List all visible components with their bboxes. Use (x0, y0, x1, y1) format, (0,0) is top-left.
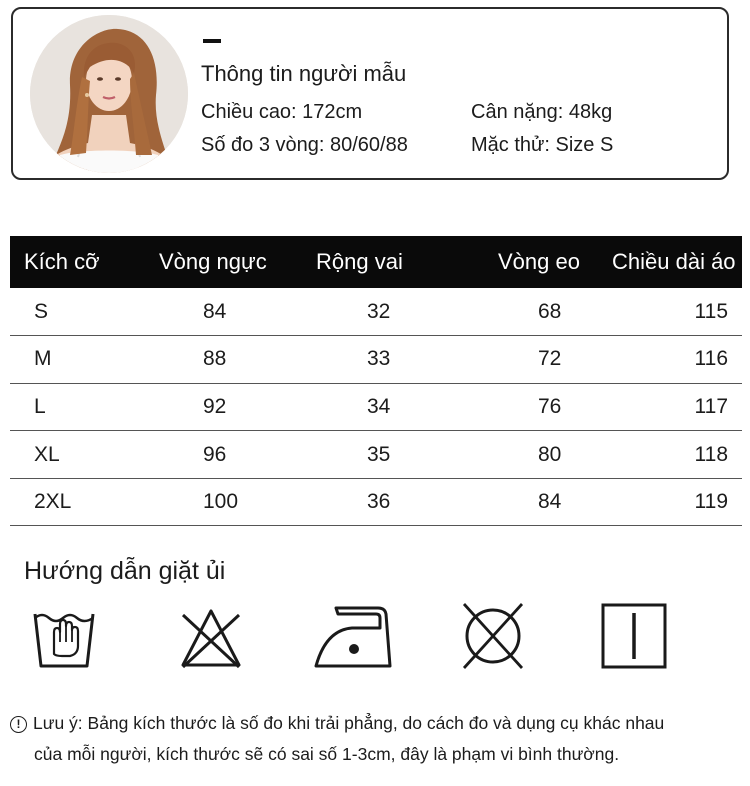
size-note (10, 708, 742, 770)
note-line-1 (10, 708, 742, 739)
cell-length: 117 (607, 383, 742, 431)
table-row (10, 383, 742, 431)
model-avatar (30, 15, 188, 173)
cell-chest: 88 (128, 336, 274, 384)
table-row (10, 336, 742, 384)
model-photo (30, 15, 188, 173)
cell-shoulder: 34 (274, 383, 442, 431)
cell-shoulder: 32 (274, 288, 442, 336)
model-info-title: Thông tin người mẫu (201, 61, 407, 86)
header-chest: Vòng ngực (128, 236, 274, 288)
cell-waist: 76 (442, 383, 607, 431)
cell-shoulder: 36 (274, 478, 442, 526)
size-table (10, 236, 742, 526)
hand-wash-icon (32, 602, 96, 668)
cell-shoulder: 33 (274, 336, 442, 384)
cell-length: 119 (607, 478, 742, 526)
model-info-card (11, 7, 729, 180)
cell-size: L (10, 383, 128, 431)
cell-length: 116 (607, 336, 742, 384)
model-weight: Cân nặng: 48kg (471, 101, 613, 123)
no-bleach-icon (179, 607, 243, 669)
line-dry-icon (601, 603, 667, 669)
header-shoulder: Rộng vai (274, 236, 442, 288)
washing-title: Hướng dẫn giặt ủi (24, 557, 226, 585)
note-text-1: Lưu ý: Bảng kích thước là số đo khi trải phẳng, do cách đo và dụng cụ khác nhau (33, 713, 665, 733)
model-height: Chiều cao: 172cm (201, 101, 363, 123)
cell-chest: 84 (128, 288, 274, 336)
model-measurements: Số đo 3 vòng: 80/60/88 (201, 134, 408, 156)
table-header-row (10, 236, 742, 288)
table-row (10, 478, 742, 526)
cell-size: M (10, 336, 128, 384)
header-waist: Vòng eo (442, 236, 607, 288)
cell-waist: 72 (442, 336, 607, 384)
table-row (10, 431, 742, 479)
cell-chest: 96 (128, 431, 274, 479)
cell-waist: 84 (442, 478, 607, 526)
note-text-2: của mỗi người, kích thước sẽ có sai số 1-3cm, đây là phạm vi bình thường. (34, 744, 620, 764)
info-icon: ! (10, 716, 27, 733)
cell-size: 2XL (10, 478, 128, 526)
cell-size: S (10, 288, 128, 336)
title-dash (203, 39, 221, 43)
header-length: Chiều dài áo (607, 236, 742, 288)
cell-waist: 68 (442, 288, 607, 336)
iron-low-heat-icon (312, 604, 394, 670)
cell-chest: 100 (128, 478, 274, 526)
no-dry-clean-icon (460, 598, 526, 672)
cell-length: 118 (607, 431, 742, 479)
cell-length: 115 (607, 288, 742, 336)
cell-waist: 80 (442, 431, 607, 479)
cell-chest: 92 (128, 383, 274, 431)
table-row (10, 288, 742, 336)
cell-size: XL (10, 431, 128, 479)
cell-shoulder: 35 (274, 431, 442, 479)
model-tried-size: Mặc thử: Size S (471, 134, 614, 156)
header-size: Kích cỡ (10, 236, 128, 288)
